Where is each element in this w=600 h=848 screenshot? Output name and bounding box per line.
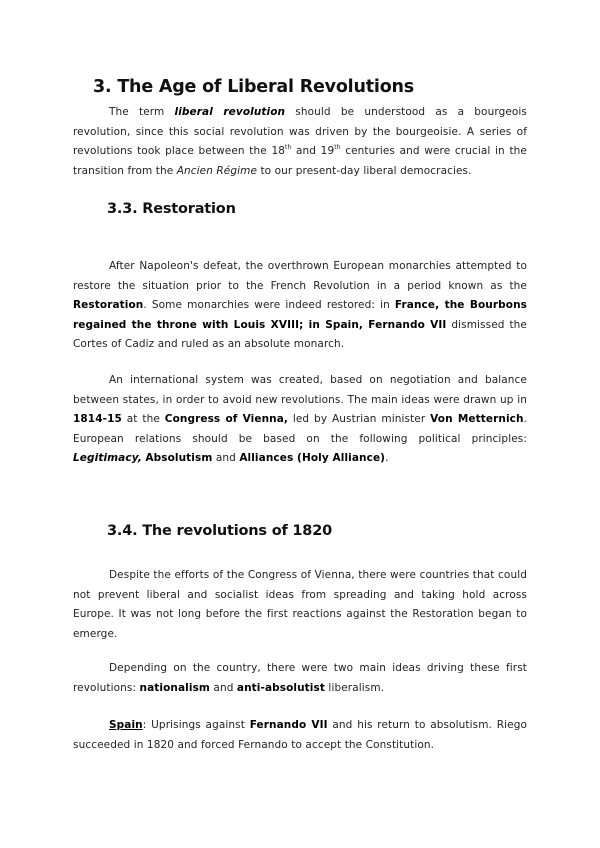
intro-paragraph bbox=[73, 103, 527, 181]
bold-term: nationalism bbox=[139, 681, 210, 694]
emphasis-term: Legitimacy, bbox=[73, 452, 142, 464]
text: and 19 bbox=[291, 145, 335, 157]
intro-paragraph-block bbox=[73, 103, 527, 181]
country-label-spain: Spain bbox=[109, 719, 143, 731]
section-heading-block bbox=[73, 523, 527, 539]
italic-term: Ancien Régime bbox=[176, 164, 258, 177]
section-heading-restoration: 3.3. Restoration bbox=[107, 201, 236, 217]
bold-term: Alliances (Holy Alliance) bbox=[239, 452, 386, 464]
text: at the bbox=[121, 413, 165, 425]
restoration-paragraph-1 bbox=[73, 257, 527, 355]
revolutions-paragraph-1: Despite the efforts of the Congress of Vienna, there were countries that could not prevent liberal and socialist ideas from spreading and taking hold across Europe. It was not long before the first reactions against the Restoration began to emerge. bbox=[73, 569, 527, 640]
text: : Uprisings against bbox=[142, 719, 250, 731]
text: An international system was created, based on negotiation and balance between states, in order to avoid new revolutions. The main ideas were drawn up in bbox=[73, 374, 527, 406]
text: dismissed the Cortes of Cadiz and ruled as an absolute monarch. bbox=[73, 318, 527, 350]
bold-term: Fernando VII bbox=[249, 719, 328, 731]
text: and bbox=[209, 681, 237, 694]
bold-term: anti-absolutist bbox=[236, 681, 325, 694]
page-title-block bbox=[73, 77, 527, 97]
revolutions-paragraph-3 bbox=[73, 716, 527, 755]
text: Depending on the country, there were two main ideas driving these first revolutions: bbox=[73, 662, 527, 694]
revolutions-paragraph-1-block bbox=[73, 566, 527, 644]
text: . Some monarchies were indeed restored: in bbox=[143, 299, 395, 311]
revolutions-paragraph-2-block bbox=[73, 659, 527, 698]
text: centuries and were crucial in the transition from the bbox=[73, 145, 527, 177]
bold-term: France, the Bourbons regained the throne with Louis XVIII; in Spain, Fernando VII bbox=[73, 299, 527, 331]
text: After Napoleon's defeat, the overthrown European monarchies attempted to restore the situation prior to the French Revolution in a period known as the bbox=[73, 260, 527, 292]
section-heading-block bbox=[73, 201, 527, 217]
bold-term: Von Metternich bbox=[430, 413, 524, 425]
restoration-paragraph-1-block bbox=[73, 257, 527, 355]
bold-term: Restoration bbox=[73, 299, 144, 311]
revolutions-paragraph-3-block bbox=[73, 716, 527, 755]
text: . bbox=[385, 452, 389, 464]
text: liberalism. bbox=[324, 681, 385, 694]
text: to our present-day liberal democracies. bbox=[257, 164, 472, 177]
revolutions-paragraph-2 bbox=[73, 659, 527, 698]
text: . European relations should be based on the following political principles: bbox=[73, 413, 527, 445]
text: led by Austrian minister bbox=[288, 413, 431, 425]
superscript: th bbox=[334, 144, 341, 151]
bold-term: Absolutism bbox=[145, 452, 213, 464]
text: The term bbox=[109, 106, 175, 118]
text: and his return to absolutism. Riego succeeded in 1820 and forced Fernando to accept the Constitution. bbox=[73, 719, 528, 751]
text: should be understood as a bourgeois revolution, since this social revolution was driven by the bourgeoisie. A series of revolutions took place between the 18 bbox=[73, 106, 527, 157]
restoration-paragraph-2 bbox=[73, 371, 527, 469]
section-heading-revolutions-1820: 3.4. The revolutions of 1820 bbox=[107, 523, 332, 539]
bold-term: Congress of Vienna, bbox=[164, 413, 288, 425]
bold-term: 1814-15 bbox=[73, 413, 122, 425]
text: and bbox=[212, 452, 240, 464]
page-title: 3. The Age of Liberal Revolutions bbox=[93, 77, 415, 97]
restoration-paragraph-2-block bbox=[73, 371, 527, 469]
emphasis-term: liberal revolution bbox=[174, 106, 286, 118]
superscript: th bbox=[285, 144, 292, 151]
